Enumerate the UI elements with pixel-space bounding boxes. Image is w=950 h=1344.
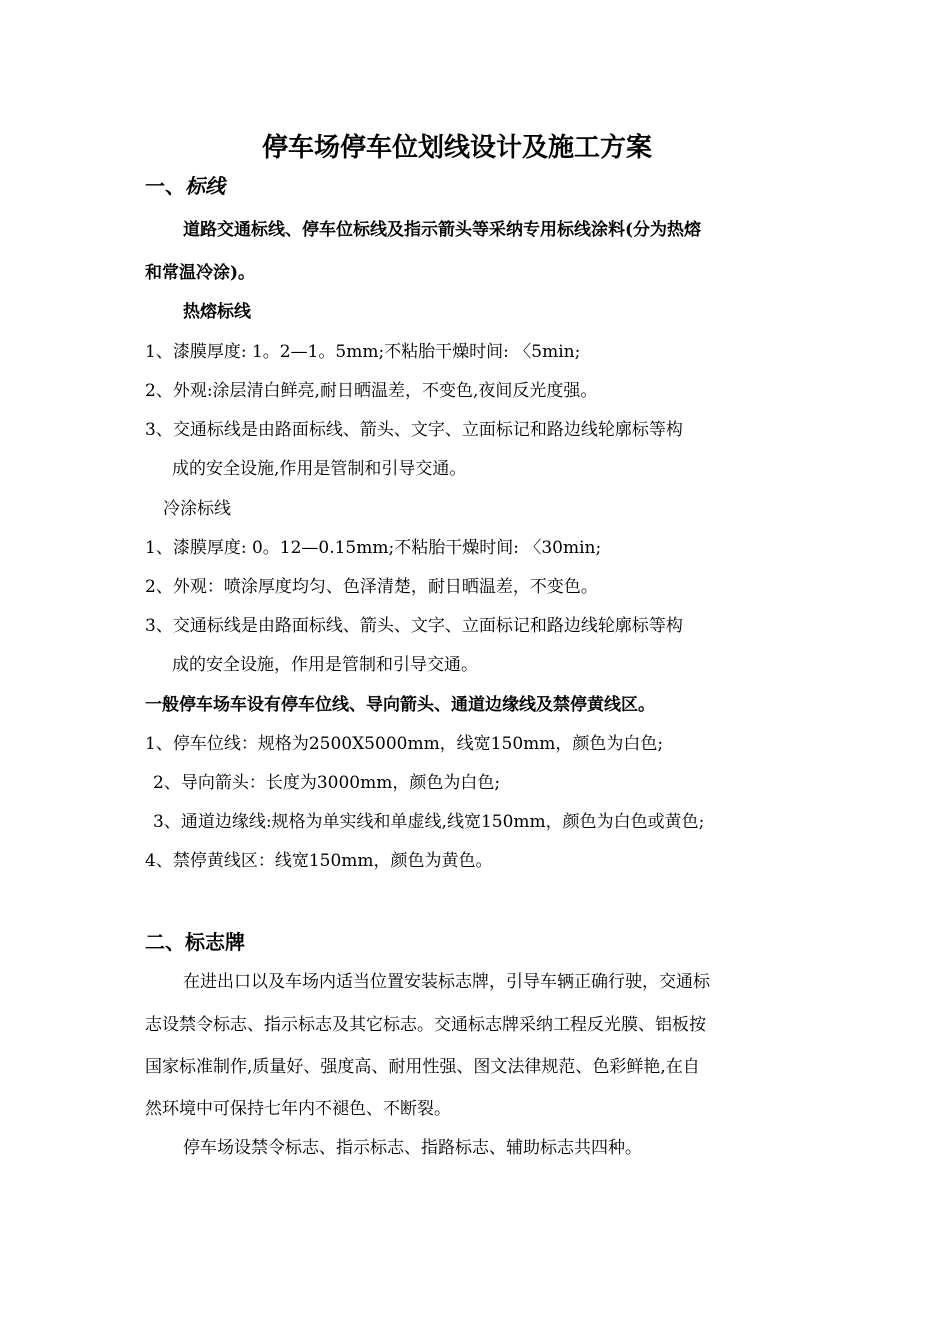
hot-melt-item-2: 2、外观:涂层清白鲜亮,耐日晒温差，不变色,夜间反光度强。 [145, 381, 598, 401]
section-2-para-1-line-1: 在进出口以及车场内适当位置安装标志牌，引导车辆正确行驶，交通标 [183, 972, 710, 992]
general-item-1: 1、停车位线：规格为2500X5000mm，线宽150mm，颜色为白色; [145, 734, 664, 754]
section-2-para-1-line-2: 志设禁令标志、指示标志及其它标志。交通标志牌采纳工程反光膜、铝板按 [145, 1015, 706, 1035]
section-1-intro-line-1: 道路交通标线、停车位标线及指示箭头等采纳专用标线涂料(分为热熔 [183, 220, 702, 240]
section-2-para-1-line-4: 然环境中可保持七年内不褪色、不断裂。 [145, 1099, 451, 1119]
section-1-title: 标线 [185, 174, 225, 198]
section-2-para-2: 停车场设禁令标志、指示标志、指路标志、辅助标志共四种。 [183, 1138, 642, 1158]
section-1-number: 一、 [145, 174, 185, 198]
hot-melt-item-3-line-2: 成的安全设施,作用是管制和引导交通。 [172, 459, 467, 479]
general-item-4: 4、禁停黄线区：线宽150mm，颜色为黄色。 [145, 851, 493, 871]
cold-coat-item-3-line-2: 成的安全设施，作用是管制和引导交通。 [172, 655, 478, 675]
cold-coat-item-2: 2、外观：喷涂厚度均匀、色泽清楚，耐日晒温差，不变色。 [145, 577, 598, 597]
section-2-heading: 二、标志牌 [145, 930, 245, 954]
section-1-intro-line-2: 和常温冷涂)。 [145, 263, 256, 283]
hot-melt-item-3-line-1: 3、交通标线是由路面标线、箭头、文字、立面标记和路边线轮廓标等构 [145, 420, 683, 440]
general-parking-heading: 一般停车场车设有停车位线、导向箭头、通道边缘线及禁停黄线区。 [145, 695, 655, 715]
section-1-heading [145, 174, 225, 198]
hot-melt-heading: 热熔标线 [183, 302, 251, 322]
cold-coat-item-3-line-1: 3、交通标线是由路面标线、箭头、文字、立面标记和路边线轮廓标等构 [145, 616, 683, 636]
hot-melt-item-1: 1、漆膜厚度: 1。2—1。5mm;不粘胎干燥时间: 〈5min; [145, 342, 581, 362]
general-item-3: 3、通道边缘线:规格为单实线和单虚线,线宽150mm，颜色为白色或黄色; [153, 812, 705, 832]
general-item-2: 2、导向箭头：长度为3000mm，颜色为白色; [153, 773, 501, 793]
cold-coat-item-1: 1、漆膜厚度: 0。12—0.15mm;不粘胎干燥时间: 〈30min; [145, 538, 602, 558]
section-2-para-1-line-3: 国家标准制作,质量好、强度高、耐用性强、图文法律规范、色彩鲜艳,在自 [145, 1057, 700, 1077]
document-title: 停车场停车位划线设计及施工方案 [262, 133, 653, 163]
cold-coat-heading: 冷涂标线 [163, 499, 231, 519]
